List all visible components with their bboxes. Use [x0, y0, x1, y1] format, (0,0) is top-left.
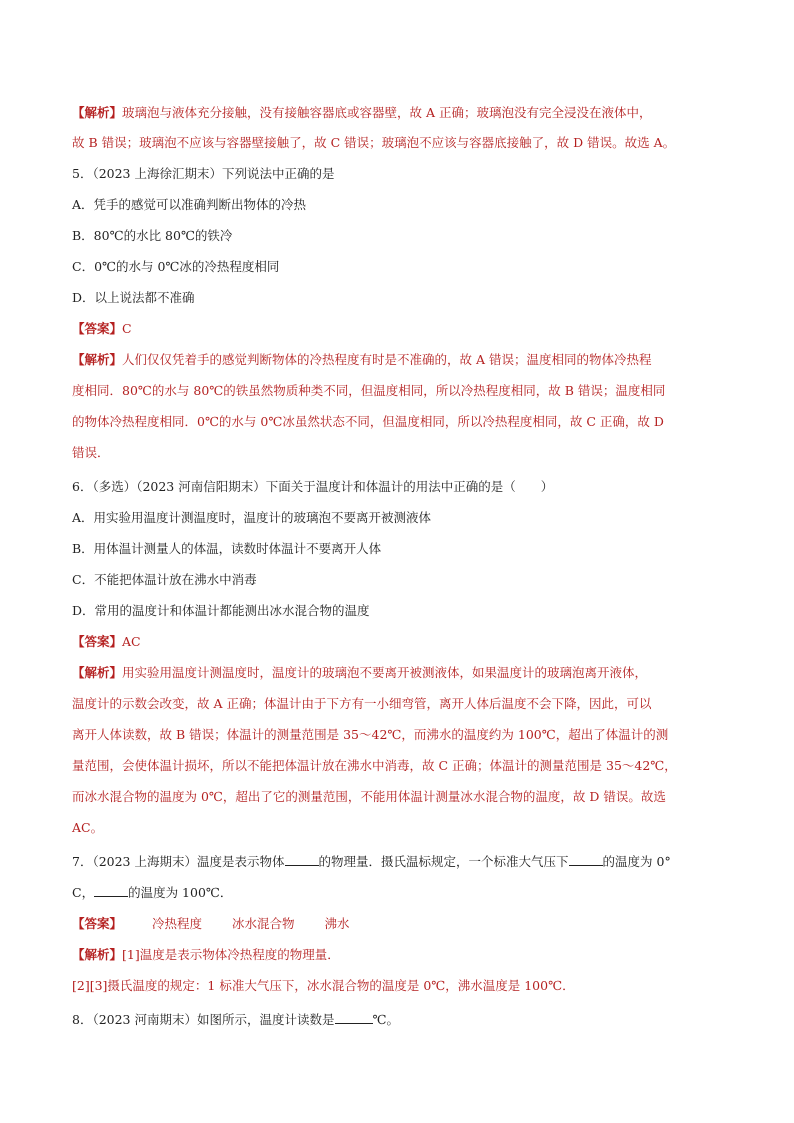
- answer-blank: [285, 853, 319, 866]
- answer-value: C: [122, 321, 132, 336]
- option-b: B．80℃的水比 80℃的铁冷: [72, 228, 233, 243]
- option-d: D．以上说法都不准确: [72, 290, 195, 305]
- analysis-tag: 【解析】: [72, 105, 123, 120]
- analysis-line: [72, 946, 732, 964]
- answer-line: [72, 320, 732, 338]
- analysis-text: 量范围，会使体温计损坏，所以不能把体温计放在沸水中消毒，故 C 正确；体温计的测量范围是 35～42℃，: [72, 758, 677, 773]
- question-text: ℃。: [372, 1012, 399, 1027]
- analysis-text: 离开人体读数，故 B 错误；体温计的测量范围是 35～42℃，而沸水的温度约为 100℃，超出了体温计的测: [72, 727, 669, 742]
- question-text: 的温度为 0°: [602, 854, 671, 869]
- analysis-text: AC。: [72, 820, 104, 835]
- analysis-tag: 【解析】: [72, 947, 123, 962]
- answer-tag: 【答案】: [72, 321, 123, 336]
- option-c: C．不能把体温计放在沸水中消毒: [72, 572, 257, 587]
- answer-tag: 【答案】: [72, 634, 123, 649]
- analysis-text: [2][3]摄氏温度的规定：1 标准大气压下，冰水混合物的温度是 0℃，沸水温度是 100℃．: [72, 978, 575, 993]
- analysis-text: [1]温度是表示物体冷热程度的物理量．: [122, 947, 340, 962]
- answer-tag: 【答案】: [72, 916, 123, 931]
- answer-value: 冰水混合物: [232, 916, 295, 931]
- answer-blank: [94, 884, 128, 897]
- analysis-text: 而冰水混合物的温度为 0℃，超出了它的测量范围，不能用体温计测量冰水混合物的温度，故 D 错误。故选: [72, 789, 666, 804]
- question-8-stem: [72, 1011, 732, 1029]
- question-6-stem: 6．（多选）（2023 河南信阳期末）下面关于温度计和体温计的用法中正确的是（ ）: [72, 479, 554, 494]
- analysis-tag: 【解析】: [72, 352, 123, 367]
- answer-blank: [569, 853, 603, 866]
- option-a: A．用实验用温度计测温度时，温度计的玻璃泡不要离开被测液体: [72, 510, 432, 525]
- analysis-text: 的物体冷热程度相同．0℃的水与 0℃冰虽然状态不同，但温度相同，所以冷热程度相同，故 C 正确，故 D: [72, 414, 664, 429]
- analysis-line: [72, 664, 732, 682]
- analysis-text: 玻璃泡与液体充分接触，没有接触容器底或容器壁，故 A 正确；玻璃泡没有完全浸没在液体中，: [122, 105, 652, 120]
- option-c: C．0℃的水与 0℃冰的冷热程度相同: [72, 259, 280, 274]
- answer-value: 沸水: [324, 916, 350, 931]
- question-text: C，: [72, 885, 95, 900]
- analysis-text: 用实验用温度计测温度时，温度计的玻璃泡不要离开被测液体，如果温度计的玻璃泡离开液体，: [122, 665, 648, 680]
- analysis-text: 人们仅仅凭着手的感觉判断物体的冷热程度有时是不准确的，故 A 错误；温度相同的物体冷热程: [122, 352, 652, 367]
- answer-line: [72, 633, 732, 651]
- question-5-stem: 5．（2023 上海徐汇期末）下列说法中正确的是: [72, 166, 335, 181]
- analysis-text: 温度计的示数会改变，故 A 正确；体温计由于下方有一小细弯管，离开人体后温度不会下降，因此，可以: [72, 696, 652, 711]
- option-b: B．用体温计测量人的体温，读数时体温计不要离开人体: [72, 541, 382, 556]
- answer-blank: [335, 1011, 373, 1024]
- option-d: D．常用的温度计和体温计都能测出冰水混合物的温度: [72, 603, 370, 618]
- analysis-line: [72, 351, 732, 369]
- answer-line: [72, 915, 732, 933]
- option-a: A．凭手的感觉可以准确判断出物体的冷热: [72, 197, 307, 212]
- question-text: 的温度为 100℃．: [128, 885, 233, 900]
- analysis-tag: 【解析】: [72, 665, 123, 680]
- question-7-stem: [72, 884, 732, 902]
- analysis-line: [72, 104, 732, 122]
- analysis-text: 度相同．80℃的水与 80℃的铁虽然物质种类不同，但温度相同，所以冷热程度相同，故 B 错误；温度相同: [72, 383, 666, 398]
- question-7-stem: [72, 853, 732, 871]
- question-text: 7．（2023 上海期末）温度是表示物体: [72, 854, 285, 869]
- analysis-text: 故 B 错误；玻璃泡不应该与容器壁接触了，故 C 错误；玻璃泡不应该与容器底接触了，故 D 错误。故选 A。: [72, 135, 676, 150]
- answer-value: AC: [122, 634, 141, 649]
- question-text: 的物理量．摄氏温标规定，一个标准大气压下: [318, 854, 569, 869]
- analysis-text: 错误．: [72, 445, 110, 460]
- answer-value: 冷热程度: [152, 916, 203, 931]
- question-text: 8．（2023 河南期末）如图所示，温度计读数是: [72, 1012, 335, 1027]
